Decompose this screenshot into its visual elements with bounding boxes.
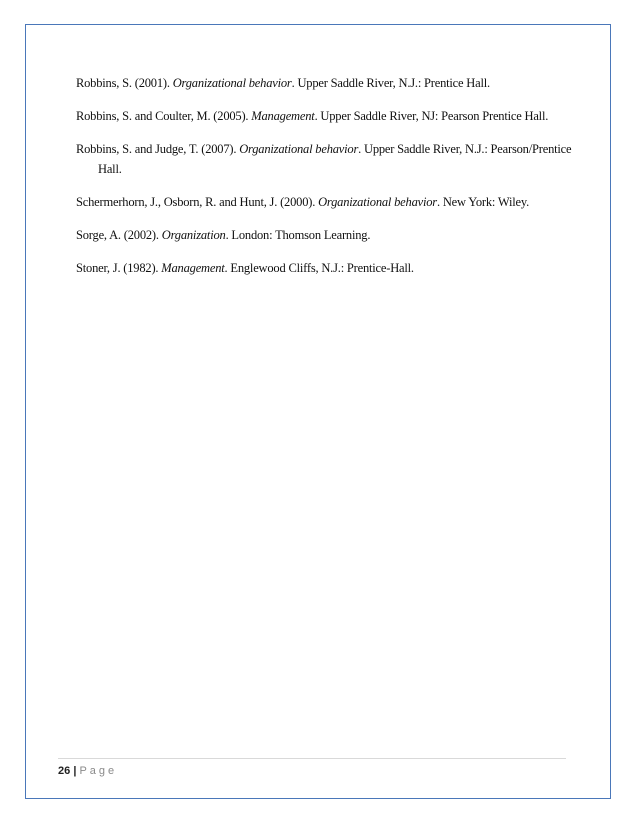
reference-authors-year: Robbins, S. and Coulter, M. (2005).: [76, 109, 252, 123]
reference-authors-year: Stoner, J. (1982).: [76, 261, 162, 275]
reference-publisher: . New York: Wiley.: [436, 195, 530, 209]
footer-divider: [58, 758, 566, 759]
page-label: Page: [79, 765, 118, 777]
reference-entry: [76, 225, 576, 245]
reference-entry: [76, 73, 576, 93]
reference-title: Management: [251, 109, 315, 123]
footer-separator: |: [73, 765, 77, 777]
reference-title: Organizational behavior: [172, 76, 292, 90]
reference-entry: [76, 139, 576, 179]
reference-publisher: . Upper Saddle River, NJ: Pearson Prentice Hall.: [314, 109, 549, 123]
reference-title: Management: [161, 261, 225, 275]
page-number: 26: [58, 765, 71, 777]
reference-entry: [76, 106, 576, 126]
reference-authors-year: Robbins, S. (2001).: [76, 76, 173, 90]
reference-authors-year: Sorge, A. (2002).: [76, 228, 162, 242]
page-footer: [58, 764, 117, 778]
reference-authors-year: Robbins, S. and Judge, T. (2007).: [76, 142, 240, 156]
reference-list: [76, 73, 576, 278]
reference-publisher: . Englewood Cliffs, N.J.: Prentice-Hall.: [224, 261, 414, 275]
reference-title: Organization: [161, 228, 226, 242]
reference-authors-year: Schermerhorn, J., Osborn, R. and Hunt, J. (2000).: [76, 195, 319, 209]
reference-title: Organizational behavior: [318, 195, 437, 209]
reference-publisher: . London: Thomson Learning.: [225, 228, 371, 242]
reference-publisher: . Upper Saddle River, N.J.: Pearson/Prentice Hall.: [98, 142, 572, 176]
reference-title: Organizational behavior: [239, 142, 359, 156]
reference-entry: [76, 258, 576, 278]
reference-publisher: . Upper Saddle River, N.J.: Prentice Hall.: [291, 76, 490, 90]
reference-entry: [76, 192, 576, 212]
